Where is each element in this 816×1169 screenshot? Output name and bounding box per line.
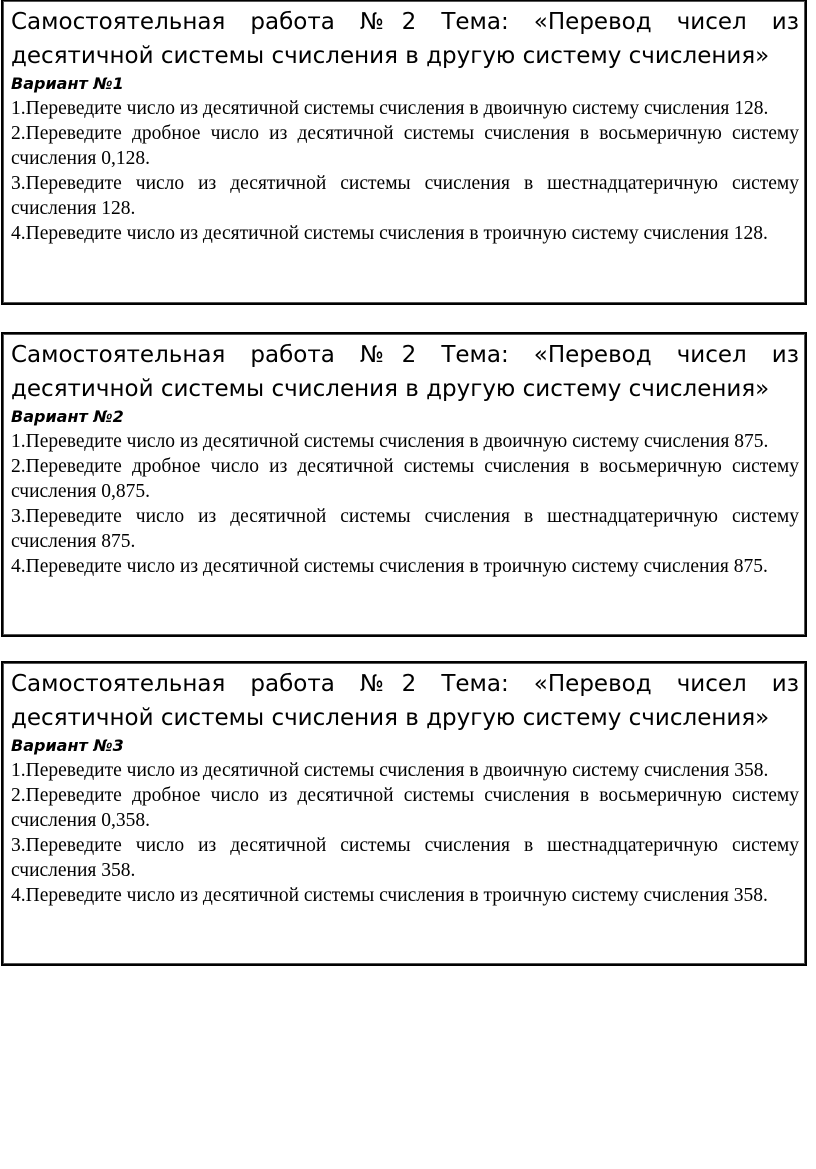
task-list bbox=[11, 429, 799, 579]
task-item-4: 4.Переведите число из десятичной системы счисления в троичную систему счисления 875. bbox=[11, 556, 768, 577]
task-item-4: 4.Переведите число из десятичной системы счисления в троичную систему счисления 358. bbox=[11, 885, 768, 906]
variant-label: Вариант №3 bbox=[11, 736, 124, 755]
task-list bbox=[11, 96, 799, 246]
task-item-4: 4.Переведите число из десятичной системы счисления в троичную систему счисления 128. bbox=[11, 223, 768, 244]
task-list bbox=[11, 758, 799, 908]
variant-card-3 bbox=[2, 662, 806, 965]
variant-card-2 bbox=[2, 333, 806, 636]
task-item-2: 2.Переведите дробное число из десятичной системы счисления в восьмеричную систему счисления 0,128. bbox=[11, 123, 799, 169]
card-title: Самостоятельная работа №2 Тема: «Перевод чисел из десятичной системы счисления в другую систему счисления» bbox=[11, 9, 799, 69]
task-item-1: 1.Переведите число из десятичной системы счисления в двоичную систему счисления 875. bbox=[11, 431, 769, 452]
task-item-1: 1.Переведите число из десятичной системы счисления в двоичную систему счисления 358. bbox=[11, 760, 769, 781]
task-item-2: 2.Переведите дробное число из десятичной системы счисления в восьмеричную систему счисления 0,358. bbox=[11, 785, 799, 831]
card-title: Самостоятельная работа №2 Тема: «Перевод чисел из десятичной системы счисления в другую систему счисления» bbox=[11, 342, 799, 402]
variant-label: Вариант №2 bbox=[11, 407, 124, 426]
variant-label: Вариант №1 bbox=[11, 74, 124, 93]
task-item-3: 3.Переведите число из десятичной системы счисления в шестнадцатеричную систему счисления 128. bbox=[11, 173, 799, 219]
card-title: Самостоятельная работа №2 Тема: «Перевод чисел из десятичной системы счисления в другую систему счисления» bbox=[11, 671, 799, 731]
variant-card-1 bbox=[2, 0, 806, 304]
task-item-3: 3.Переведите число из десятичной системы счисления в шестнадцатеричную систему счисления 875. bbox=[11, 506, 799, 552]
task-item-2: 2.Переведите дробное число из десятичной системы счисления в восьмеричную систему счисления 0,875. bbox=[11, 456, 799, 502]
task-item-1: 1.Переведите число из десятичной системы счисления в двоичную систему счисления 128. bbox=[11, 98, 769, 119]
task-item-3: 3.Переведите число из десятичной системы счисления в шестнадцатеричную систему счисления 358. bbox=[11, 835, 799, 881]
